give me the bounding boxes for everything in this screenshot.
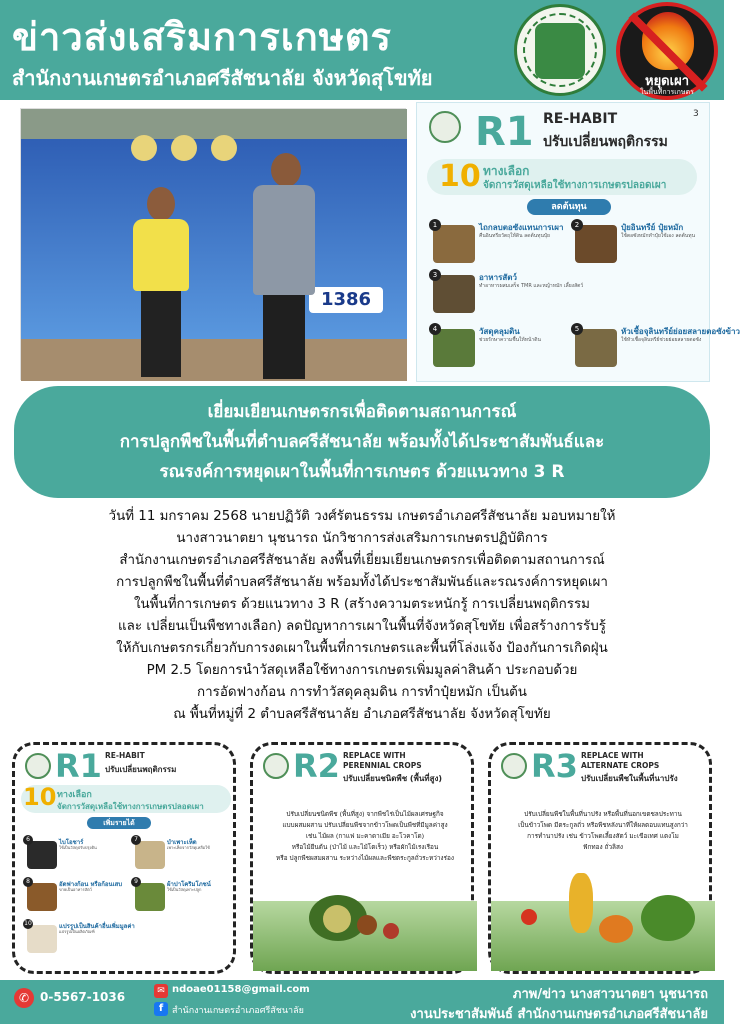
email-address[interactable]: ndoae01158@gmail.com <box>172 984 310 995</box>
option-photo <box>575 225 617 263</box>
r-desc-line: เช่น ไม้ผล (กาแฟ มะคาดาเมีย อะโวคาโด) <box>305 832 425 840</box>
option-number: 9 <box>131 877 141 887</box>
option-photo <box>135 841 165 869</box>
campaign-banner <box>21 139 407 349</box>
option-number: 4 <box>429 323 441 335</box>
option-title: ไบโอชาร์ <box>59 839 84 846</box>
option-desc: ขายเป็นอาหารสัตว์ <box>59 887 92 892</box>
option-desc: ใช้หัวเชื้อจุลินทรีย์ช่วยย่อยสลายตอซัง <box>621 337 702 343</box>
r-desc-line: หรือไม้ยืนต้น (ป่าไม้ และไม้โตเร็ว) หรือผักไม้เรงเรือน <box>291 843 439 851</box>
option-photo <box>27 841 57 869</box>
option-title: อาหารสัตว์ <box>479 273 517 282</box>
r1-code: R1 <box>475 109 534 155</box>
cut-cost-badge: ลดต้นทุน <box>527 199 611 215</box>
option-title: วัสดุคลุมดิน <box>479 327 520 336</box>
option-title: ผ้าปาโคริมโภชน์ <box>167 881 211 888</box>
logo-emblem <box>535 23 585 79</box>
option-number: 5 <box>571 323 583 335</box>
header-bar <box>0 0 724 100</box>
stop-burning-sub: ในพื้นที่การเกษตร <box>640 88 694 96</box>
r-code: R3 <box>531 747 578 785</box>
r-desc-line: เป็นข้าวโพด มีตระกูลถั่ว หรือพืชหลังนาที่ให้ผลตอบแทนสูงกว่า <box>518 821 688 829</box>
r-desc-line: ปรับเปลี่ยนพืชในพื้นที่นาปรัง หรือพื้นที่นอกเขตชลประทาน <box>524 810 682 818</box>
option-number: 2 <box>571 219 583 231</box>
option-item <box>23 919 135 953</box>
option-item <box>23 877 123 911</box>
page-subtitle: สำนักงานเกษตรอำเภอศรีสัชนาลัย จังหวัดสุโขทัย <box>12 66 433 90</box>
body-line: PM 2.5 โดยการนำวัสดุเหลือใช้ทางการเกษตรเพิ่มมูลค่าสินค้า ประกอบด้วย <box>146 663 578 678</box>
ten-number: 10 <box>23 783 57 811</box>
body-line: นางสาวนาตยา นุชนารถ นักวิชาการส่งเสริมการเกษตรปฏิบัติการ <box>176 531 548 546</box>
facebook-page-link[interactable]: สำนักงานเกษตรอำเภอศรีสัชนาลัย <box>172 1006 304 1016</box>
facebook-icon: f <box>154 1002 168 1016</box>
option-photo <box>135 883 165 911</box>
option-title: ไถกลบตอซังแทนการเผา <box>479 223 564 232</box>
r-desc-line: ปรับเปลี่ยนชนิดพืช (พื้นที่สูง) จากพืชไร่เป็นไม้ผลเศรษฐกิจ <box>286 810 444 818</box>
option-photo <box>433 329 475 367</box>
agency-seal-icon <box>429 111 461 143</box>
option-photo <box>575 329 617 367</box>
ten-sublabel: จัดการวัสดุเหลือใช้ทางการเกษตรปลอดเผา <box>483 180 667 191</box>
r-english-label-1: REPLACE WITH <box>581 751 644 760</box>
ten-sublabel: จัดการวัสดุเหลือใช้ทางการเกษตรปลอดเผา <box>57 802 204 811</box>
body-line: ให้กับเกษตรกรเกี่ยวกับการงดเผาในพื้นที่การเกษตรและพื้นที่โล่งแจ้ง ป้องกันการเกิดฝุ่น <box>116 641 608 656</box>
ten-options-banner <box>21 785 231 813</box>
flame-icon <box>642 12 694 70</box>
r-english-label-2: ALTERNATE CROPS <box>581 761 660 770</box>
body-line: ณ พื้นที่หมู่ที่ 2 ตำบลศรีสัชนาลัย อำเภอศรีสัชนาลัย จังหวัดสุโขทัย <box>173 707 551 722</box>
ten-label: ทางเลือก <box>57 790 92 800</box>
person-farmer <box>249 153 319 379</box>
option-item <box>571 323 740 369</box>
option-number: 6 <box>23 835 33 845</box>
banner-number: 1386 <box>309 287 383 313</box>
option-item <box>131 835 231 869</box>
coffee-bean-icon <box>383 923 399 939</box>
option-desc: ทำอาหารผสมเสร็จ TMR และหญ้าหมัก เลี้ยงสัตว์ <box>479 283 584 289</box>
option-desc: ช่วยรักษาความชื้นให้หน้าดิน <box>479 337 541 343</box>
pr-credit: งานประชาสัมพันธ์ สำนักงานเกษตรอำเภอศรีสัชนาลัย <box>410 1007 708 1022</box>
option-desc: แปรรูปเป็นผลิตภัณฑ์ <box>59 929 95 934</box>
option-item <box>571 219 707 265</box>
option-number: 10 <box>24 920 32 927</box>
photo-credit: ภาพ/ข่าว นางสาวนาตยา นุชนารถ <box>512 987 708 1002</box>
r-thai-label: ปรับเปลี่ยนพืชในพื้นที่นาปรัง <box>581 774 678 783</box>
option-item <box>429 219 565 265</box>
option-photo <box>27 883 57 911</box>
email-icon: ✉ <box>154 984 168 998</box>
r1-card <box>12 742 236 974</box>
headline-line-2: การปลูกพืชในพื้นที่ตำบลศรีสัชนาลัย พร้อมทั้งได้ประชาสัมพันธ์และ <box>119 432 605 452</box>
option-title: ปุ๋ยอินทรีย์ ปุ๋ยหมัก <box>621 223 684 232</box>
headline-line-3: รณรงค์การหยุดเผาในพื้นที่การเกษตร ด้วยแนวทาง 3 R <box>159 462 565 482</box>
r-thai-label: ปรับเปลี่ยนชนิดพืช (พื้นที่สูง) <box>343 774 443 783</box>
phone-icon: ✆ <box>14 988 34 1008</box>
option-number: 3 <box>429 269 441 281</box>
option-item <box>429 269 689 315</box>
banner-seal-icon <box>211 135 237 161</box>
option-desc: เพาะเห็ดจากวัสดุเหลือใช้ <box>167 845 210 850</box>
r-code: R2 <box>293 747 340 785</box>
page-number: 3 <box>693 109 699 119</box>
r-code: R1 <box>55 747 102 785</box>
option-photo <box>27 925 57 953</box>
body-line: การปลูกพืชในพื้นที่ตำบลศรีสัชนาลัย พร้อมทั้งได้ประชาสัมพันธ์และรณรงค์การหยุดเผา <box>116 575 608 590</box>
tomato-icon <box>521 909 537 925</box>
add-income-badge: เพิ่มรายได้ <box>87 817 151 829</box>
watermelon-icon <box>641 895 695 941</box>
r-desc-line: การทำนาปรัง เช่น ข้าวโพดเลี้ยงสัตว์ มะเขือเทศ แตงโม <box>527 832 679 840</box>
r-english-label-2: PERENNIAL CROPS <box>343 761 422 770</box>
pumpkin-icon <box>599 915 633 943</box>
corn-icon <box>569 873 593 933</box>
r-english-label: RE-HABIT <box>105 751 145 760</box>
r1-infographic-card <box>416 102 740 382</box>
avocado-flesh <box>323 905 351 933</box>
body-line: และ เปลี่ยนเป็นพืชทางเลือก) ลดปัญหาการเผาในพื้นที่จังหวัดสุโขทัย เพื่อสร้างการรับรู้ <box>118 619 606 634</box>
ten-label: ทางเลือก <box>483 164 530 178</box>
option-title: บำเพาะเห็ด <box>167 839 197 846</box>
doae-logo-icon <box>514 4 606 96</box>
option-number: 1 <box>429 219 441 231</box>
ten-number: 10 <box>439 159 481 194</box>
r-english-label-1: REPLACE WITH <box>343 751 406 760</box>
body-line: ในพื้นที่การเกษตร ด้วยแนวทาง 3 R (สร้างความตระหนักรู้ การเปลี่ยนพฤติกรรม <box>134 597 590 612</box>
footer-bar <box>0 980 724 1024</box>
option-item <box>429 323 565 369</box>
headline-banner <box>14 386 710 498</box>
body-line: สำนักงานเกษตรอำเภอศรีสัชนาลัย ลงพื้นที่เยี่ยมเยียนเกษตรกรเพื่อติดตามสถานการณ์ <box>119 553 605 568</box>
agency-seal-icon <box>501 753 527 779</box>
field-visit-photo <box>20 108 406 380</box>
banner-seal-icon <box>171 135 197 161</box>
agency-seal-icon <box>25 753 51 779</box>
option-photo <box>433 275 475 313</box>
option-photo <box>433 225 475 263</box>
option-desc: คืนอินทรียวัตถุให้ดิน ลดต้นทุนปุ๋ย <box>479 233 550 239</box>
r-desc-line: หรือ ปลูกพืชผสมผสาน ระหว่างไม้ผลและพืชตระกูลถั่วระหว่างร่อง <box>276 854 454 862</box>
r1-english-label: RE-HABIT <box>543 111 618 127</box>
stop-burning-logo-icon <box>616 2 718 100</box>
agency-seal-icon <box>263 753 289 779</box>
r-desc-line: แบบผสมผสาน ปรับเปลี่ยนพืชจากข้าวโพดเป็นพืชที่มีมูลค่าสูง <box>282 821 448 829</box>
option-title: หัวเชื้อจุลินทรีย์ย่อยสลายตอซังข้าว <box>621 327 740 336</box>
option-item <box>131 877 231 911</box>
r3-card <box>488 742 712 974</box>
option-title: แปรรูปเป็นสินค้าอื่นเพิ่มมูลค่า <box>59 923 135 930</box>
body-line: วันที่ 11 มกราคม 2568 นายปฏิวัติ วงศ์รัตนธรรม เกษตรอำเภอศรีสัชนาลัย มอบหมายให้ <box>108 509 616 524</box>
page-title: ข่าวส่งเสริมการเกษตร <box>12 15 392 59</box>
r-thai-label: ปรับเปลี่ยนพฤติกรรม <box>105 765 177 774</box>
banner-seal-icon <box>131 135 157 161</box>
stop-burning-label: หยุดเผา <box>645 74 689 89</box>
r1-thai-label: ปรับเปลี่ยนพฤติกรรม <box>543 134 668 150</box>
ten-options-banner <box>427 159 697 195</box>
macadamia-icon <box>357 915 377 935</box>
person-officer <box>129 187 191 377</box>
option-desc: ใช้เป็นวัสดุเพาะปลูก <box>167 887 202 892</box>
headline-line-1: เยี่ยมเยียนเกษตรกรเพื่อติดตามสถานการณ์ <box>207 402 517 422</box>
photo-ground <box>21 339 407 381</box>
option-number: 8 <box>23 877 33 887</box>
option-title: อัดฟางก้อน หรือก้อนเสบ <box>59 881 123 888</box>
r2-card <box>250 742 474 974</box>
r-desc-line: ฟักทอง ถั่วลิสง <box>583 843 623 851</box>
phone-number[interactable]: 0-5567-1036 <box>40 990 126 1004</box>
option-item <box>23 835 123 869</box>
option-number: 7 <box>131 835 141 845</box>
option-desc: ใช้ตอซังหมักทำปุ๋ยใช้เอง ลดต้นทุน <box>621 233 696 239</box>
option-desc: ใช้เป็นวัสดุปรับปรุงดิน <box>59 845 97 850</box>
body-line: การอัดฟางก้อน การทำวัสดุคลุมดิน การทำปุ๋ยหมัก เป็นต้น <box>197 685 527 700</box>
